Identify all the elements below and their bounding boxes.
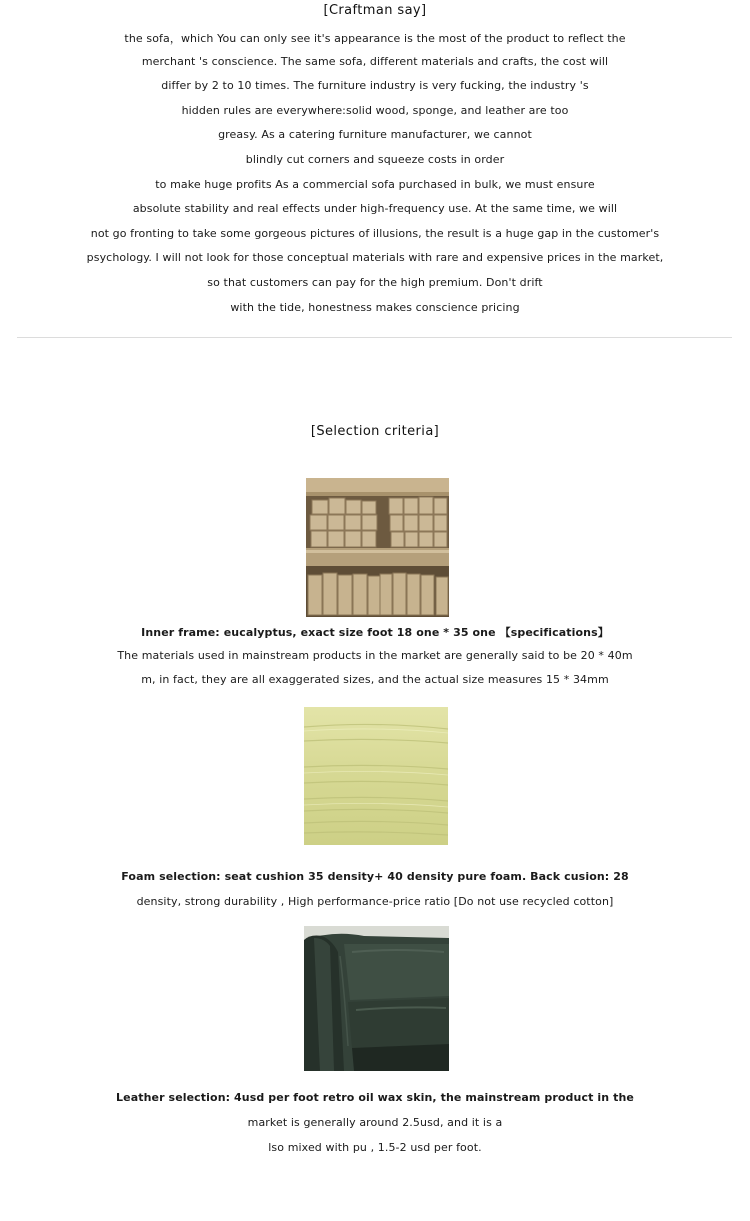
- paragraph-line: not go fronting to take some gorgeous pictures of illusions, the result is a huge gap in the customer's: [90, 227, 660, 240]
- leather-caption-title: Leather selection: 4usd per foot retro oil wax skin, the mainstream product in the: [116, 1091, 634, 1104]
- green-leather-sofa-arm-photo: [304, 926, 449, 1071]
- yellow-foam-layers-photo: [304, 707, 448, 845]
- paragraph-line: with the tide, honestness makes conscience pricing: [230, 301, 520, 314]
- craftman-title: [Craftman say]: [323, 3, 427, 18]
- frame-caption-line: The materials used in mainstream products in the market are generally said to be 20 * 40m: [117, 649, 633, 662]
- frame-caption-line: m, in fact, they are all exaggerated sizes, and the actual size measures 15 * 34mm: [141, 673, 609, 686]
- foam-caption-line: density, strong durability , High performance-price ratio [Do not use recycled cotton]: [136, 895, 614, 908]
- paragraph-line: the sofa，which You can only see it's appearance is the most of the product to reflect the: [124, 32, 626, 45]
- paragraph-line: greasy. As a catering furniture manufacturer, we cannot: [218, 128, 532, 141]
- stacked-wood-planks-photo: [306, 478, 449, 617]
- section-divider: [17, 337, 732, 338]
- leather-caption-line: market is generally around 2.5usd, and it is a: [247, 1116, 503, 1129]
- paragraph-line: so that customers can pay for the high premium. Don't drift: [207, 276, 543, 289]
- foam-caption-title: Foam selection: seat cushion 35 density+ 40 density pure foam. Back cusion: 28: [121, 870, 629, 883]
- paragraph-line: merchant 's conscience. The same sofa, different materials and crafts, the cost will: [141, 55, 609, 68]
- paragraph-line: blindly cut corners and squeeze costs in order: [245, 153, 505, 166]
- selection-title: [Selection criteria]: [310, 424, 440, 439]
- paragraph-line: hidden rules are everywhere:solid wood, sponge, and leather are too: [181, 104, 569, 117]
- paragraph-line: differ by 2 to 10 times. The furniture industry is very fucking, the industry 's: [161, 79, 589, 92]
- paragraph-line: psychology. I will not look for those conceptual materials with rare and expensive prices in the market,: [86, 251, 664, 264]
- paragraph-line: to make huge profits As a commercial sofa purchased in bulk, we must ensure: [155, 178, 595, 191]
- leather-caption-line: lso mixed with pu , 1.5-2 usd per foot.: [268, 1141, 482, 1154]
- frame-caption-title: Inner frame: eucalyptus, exact size foot 18 one * 35 one 【specifications】: [141, 626, 609, 639]
- paragraph-line: absolute stability and real effects under high-frequency use. At the same time, we will: [132, 202, 618, 215]
